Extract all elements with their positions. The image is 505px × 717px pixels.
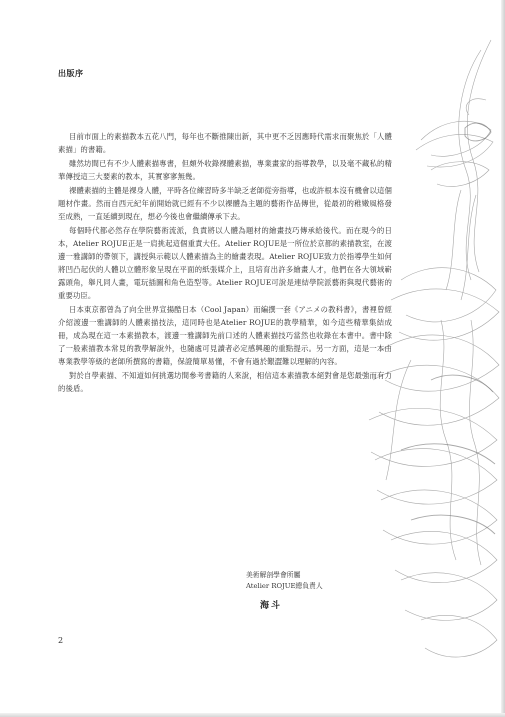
signature-affiliation: 美術解剖學會所屬 [246,571,301,579]
page-edge-shadow-bottom [0,713,505,717]
body-text [58,130,392,396]
paragraph: 日本東京都曾為了向全世界宣揚酷日本（Cool Japan）而編撰一套《アニメの教科書》，書裡曾經介紹渡邊一雅講師的人體素描技法，這同時也是Atelier ROJUE的教學精華，如今這些精華集結成冊，成為現在這一本素描教本，渡邊一雅講師先前口述的人體素描技巧當然也收錄在本書中。書中除了一般素描教本常見的教學解說外，也隨處可見讀者必定感興趣的重點提示。另一方面，這是一本由專業教學等級的老師所撰寫的書籍，保證簡單易懂，不會有過於艱澀難以理解的內容。 [58,305,392,366]
paragraph: 雖然坊間已有不少人體素描專書，但頗外收錄裸體素描，專業畫家的指導教學，以及毫不藏私的精華傳授這三大要素的教本，其實寥寥無幾。 [58,159,392,181]
page-title: 出版序 [58,68,84,78]
signature-block [246,570,323,592]
signature-position: Atelier ROJUE總負責人 [246,582,323,590]
page-edge-shadow [501,0,505,717]
paragraph: 對於自學素描、不知道如何挑選坊間參考書籍的人來說，相信這本素描教本絕對會是您最強而有力的後盾。 [58,371,392,393]
paragraph: 裸體素描的主體是裸身人體，平時各位練習時多半缺乏老師從旁指導，也或許根本沒有機會以這個題材作畫。然而自西元紀年前開始就已經有不少以裸體為主題的藝術作品傳世，從最初的稚嫩風格發至成熟，一直延續到現在，想必今後也會繼續傳承下去。 [58,186,392,221]
page-number: 2 [58,636,64,645]
paragraph: 目前市面上的素描教本五花八門，每年也不斷推陳出新，其中更不乏因應時代需求而聚焦於「人體素描」的書籍。 [58,132,392,154]
paragraph: 每個時代都必然存在學院藝術流派，負責將以人體為題材的繪畫技巧傳承給後代。而在現今的日本，Atelier ROJUE正是一肩挑起這個重責大任。Atelier ROJUE是一所位於京都的素描教室，在渡邊一雅講師的帶領下，講授與示範以人體素描為主的繪畫表現。Atelier ROJUE致力於指導學生如何將凹凸起伏的人體以立體形象呈現在平面的紙張媒介上，且培育出許多繪畫人才，他們在各大領域嶄露頭角，舉凡同人畫，電玩插圖和角色造型等。Atelier ROJUE可說是連結學院派藝術與現代藝術的重要功臣。 [58,226,392,300]
author-name: 海斗 [260,601,283,611]
